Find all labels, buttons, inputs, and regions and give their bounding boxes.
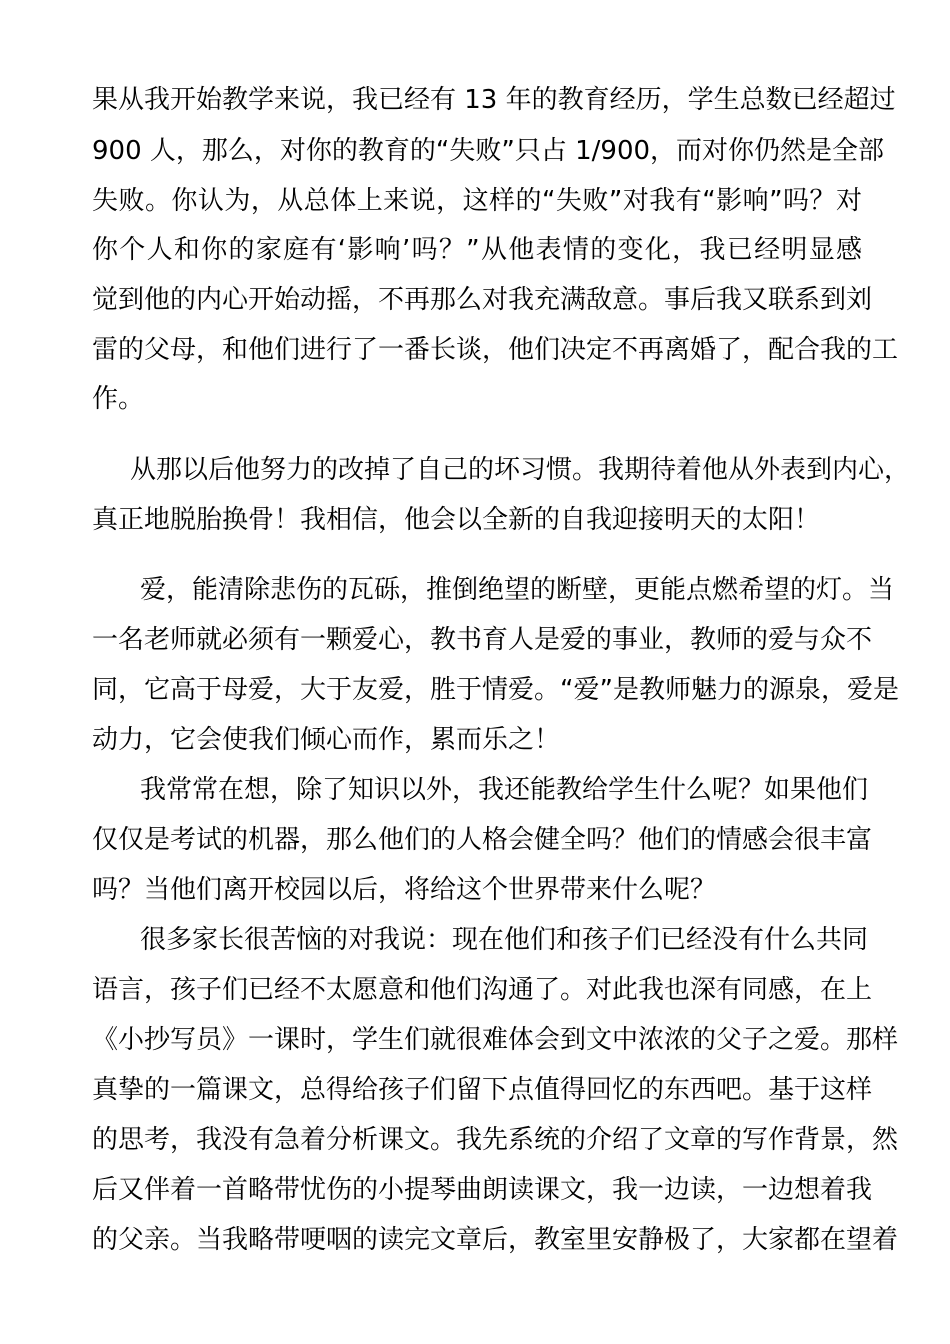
text-line: 语言，孩子们已经不太愿意和他们沟通了。对此我也深有同感，在上 <box>92 975 873 1005</box>
text-line: 后又伴着一首略带忧伤的小提琴曲朗读课文，我一边读，一边想着我 <box>92 1175 873 1205</box>
text-line: 失败。你认为，从总体上来说，这样的“失败”对我有“影响”吗？对 <box>92 186 862 216</box>
text-line: 真正地脱胎换骨！我相信，他会以全新的自我迎接明天的太阳！ <box>92 505 821 535</box>
text-line: 觉到他的内心开始动摇，不再那么对我充满敌意。事后我又联系到刘 <box>92 285 873 315</box>
text-line: 吗？当他们离开校园以后，将给这个世界带来什么呢？ <box>92 875 717 905</box>
text-line: 动力，它会使我们倾心而作，累而乐之！ <box>92 725 561 755</box>
text-line: 从那以后他努力的改掉了自己的坏习惯。我期待着他从外表到内心， <box>130 455 911 485</box>
text-line: 我常常在想，除了知识以外，我还能教给学生什么呢？如果他们 <box>140 775 869 805</box>
text-line: 的父亲。当我略带哽咽的读完文章后，教室里安静极了，大家都在望着 <box>92 1225 899 1255</box>
text-line: 一名老师就必须有一颗爱心，教书育人是爱的事业，教师的爱与众不 <box>92 625 873 655</box>
text-line: 同，它高于母爱，大于友爱，胜于情爱。“爱”是教师魅力的源泉，爱是 <box>92 675 899 705</box>
text-line: 果从我开始教学来说，我已经有 13 年的教育经历，学生总数已经超过 <box>92 85 896 115</box>
text-line: 900 人，那么，对你的教育的“失败”只占 1/900，而对你仍然是全部 <box>92 136 885 166</box>
text-line: 的思考，我没有急着分析课文。我先系统的介绍了文章的写作背景，然 <box>92 1125 899 1155</box>
text-line: 仅仅是考试的机器，那么他们的人格会健全吗？他们的情感会很丰富 <box>92 825 873 855</box>
text-line: 作。 <box>92 384 145 414</box>
text-line: 真挚的一篇课文，总得给孩子们留下点值得回忆的东西吧。基于这样 <box>92 1075 873 1105</box>
text-line: 雷的父母，和他们进行了一番长谈，他们决定不再离婚了，配合我的工 <box>92 335 899 365</box>
text-line: 很多家长很苦恼的对我说：现在他们和孩子们已经没有什么共同 <box>140 925 869 955</box>
text-line: 《小抄写员》一课时，学生们就很难体会到文中浓浓的父子之爱。那样 <box>92 1025 899 1055</box>
text-line: 你个人和你的家庭有‘影响’吗？”从他表情的变化，我已经明显感 <box>92 235 862 265</box>
text-line: 爱，能清除悲伤的瓦砾，推倒绝望的断壁，更能点燃希望的灯。当 <box>140 575 895 605</box>
